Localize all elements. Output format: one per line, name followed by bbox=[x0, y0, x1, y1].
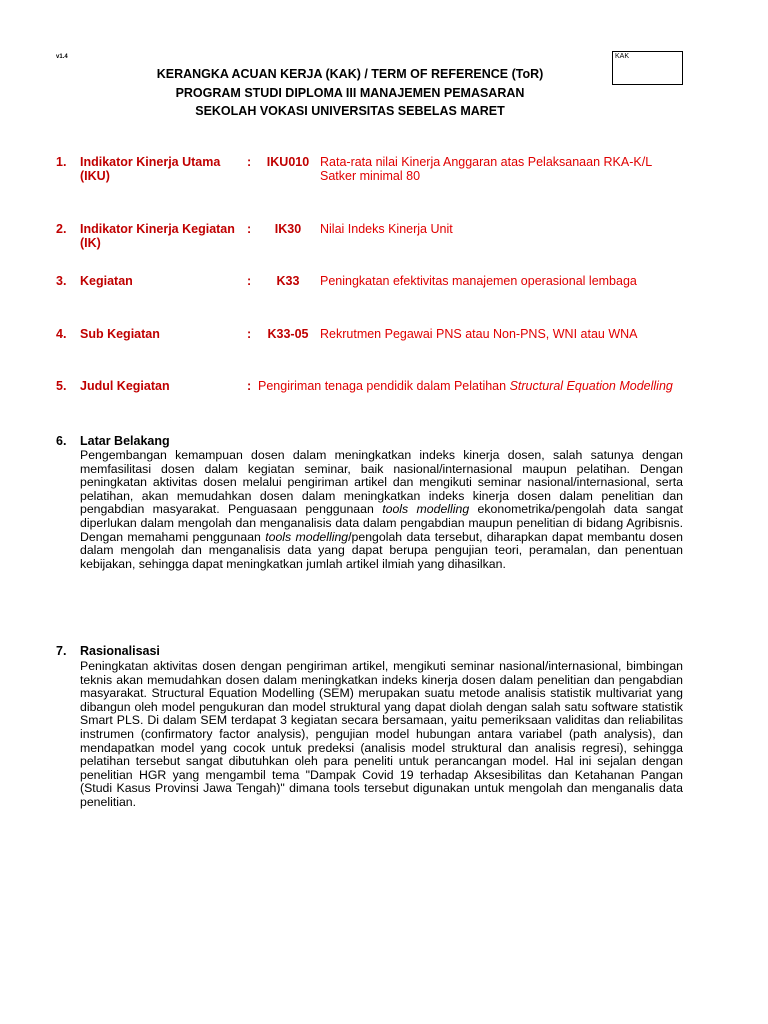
item-colon: : bbox=[247, 379, 252, 393]
item-code: IKU010 bbox=[266, 155, 310, 169]
item-number: 2. bbox=[56, 222, 67, 236]
item-iku bbox=[56, 155, 696, 185]
item-code: K33-05 bbox=[267, 327, 309, 341]
item-number: 1. bbox=[56, 155, 67, 169]
title-line-2: PROGRAM STUDI DIPLOMA III MANAJEMEN PEMASARAN bbox=[175, 86, 525, 100]
item-label: Indikator Kinerja Kegiatan (IK) bbox=[80, 222, 235, 250]
item-sub-kegiatan bbox=[56, 327, 696, 343]
item-kegiatan bbox=[56, 274, 696, 290]
item-label: Judul Kegiatan bbox=[80, 379, 170, 393]
body-text: ekonometrika/pengolah data sangat diperlukan dalam mengolah dan menganalisis data dalam pengabdian maupun penelitian di bidang Agribisnis. Dengan memahami penggunaan bbox=[80, 502, 683, 544]
item-colon: : bbox=[247, 327, 252, 341]
title-line-1: KERANGKA ACUAN KERJA (KAK) / TERM OF REFERENCE (ToR) bbox=[156, 67, 544, 81]
item-value: Nilai Indeks Kinerja Unit bbox=[320, 222, 453, 236]
kak-box-label: KAK bbox=[615, 53, 630, 60]
item-value-italic: Structural Equation Modelling bbox=[509, 379, 673, 393]
item-judul-kegiatan bbox=[56, 379, 696, 409]
item-colon: : bbox=[247, 155, 252, 169]
item-value: Rata-rata nilai Kinerja Anggaran atas Pelaksanaan RKA-K/L Satker minimal 80 bbox=[320, 155, 652, 183]
body-text: Pengembangan kemampuan dosen dalam meningkatkan indeks kinerja dosen, salah satunya dengan memfasilitasi dosen dalam kegiatan seminar, baik nasional/internasional maupun pelatihan. Dengan peningkatan aktivitas dosen melalui pengiriman artikel dan mengikuti seminar nasional/internasional, serta pelatihan, akan memudahkan dosen dalam meningkatkan indeks kinerja dosen dalam penelitian dan pengabdian masyarakat. Penguasaan penggunaan bbox=[80, 448, 683, 517]
version-label: v1.4 bbox=[56, 54, 68, 60]
item-colon: : bbox=[247, 222, 252, 236]
section-title-rasionalisasi: Rasionalisasi bbox=[80, 644, 160, 658]
item-number: 5. bbox=[56, 379, 67, 393]
item-label: Kegiatan bbox=[80, 274, 133, 288]
item-code: IK30 bbox=[274, 222, 302, 236]
section-body-latar-belakang bbox=[80, 449, 683, 571]
body-italic: tools modelling bbox=[265, 529, 349, 544]
item-value: Rekrutmen Pegawai PNS atau Non-PNS, WNI atau WNA bbox=[320, 327, 638, 341]
item-value: Peningkatan efektivitas manajemen operasional lembaga bbox=[320, 274, 637, 288]
section-body-rasionalisasi: Peningkatan aktivitas dosen dengan pengiriman artikel, mengikuti seminar nasional/internasional, bimbingan teknis akan memudahkan dosen dalam meningkatkan indeks kinerja dosen dalam penelitian dan pengabdian masyarakat. Structural Equation Modelling (SEM) merupakan suatu metode analisis statistik multivariat yang dibangun oleh model pengukuran dan model struktural yang dapat diolah dengan salah satu software statistik Smart PLS. Di dalam SEM terdapat 3 kegiatan secara bersamaan, yaitu pemeriksaan validitas dan reliabilitas instrumen (confirmatory factor analysis), pengujian model hubungan antara variabel (path analysis), dan mendapatkan model yang cocok untuk predeksi (analisis model struktural dan analisis regresi), sehingga pelatihan tersebut sangat dibutuhkan oleh para peneliti untuk perancangan model. Hal ini sejalan dengan penelitian HGR yang mengambil tema "Dampak Covid 19 terhadap Aksesibilitas dan Ketahanan Pangan (Studi Kasus Provinsi Jawa Tengah)" dimana tools tersebut digunakan untuk mengolah dan menganalis data penelitian. bbox=[80, 659, 683, 809]
item-label: Indikator Kinerja Utama (IKU) bbox=[80, 155, 221, 183]
section-title-latar-belakang: Latar Belakang bbox=[80, 434, 170, 448]
body-italic: tools modelling bbox=[382, 502, 470, 517]
section-number: 7. bbox=[56, 644, 67, 658]
item-ik bbox=[56, 222, 696, 252]
item-value-text: Pengiriman tenaga pendidik dalam Pelatihan bbox=[258, 379, 510, 393]
item-number: 3. bbox=[56, 274, 67, 288]
item-number: 4. bbox=[56, 327, 67, 341]
item-code: K33 bbox=[276, 274, 300, 288]
item-label: Sub Kegiatan bbox=[80, 327, 160, 341]
section-number: 6. bbox=[56, 434, 67, 448]
body-text: /pengolah data tersebut, diharapkan dapat membantu dosen dalam mengolah dan menganalisis data yang dapat berupa pengujian teori, peramalan, dan penentuan kebijakan, sehingga dapat meningkatkan jumlah artikel ilmiah yang dihasilkan. bbox=[80, 529, 683, 571]
title-line-3: SEKOLAH VOKASI UNIVERSITAS SEBELAS MARET bbox=[195, 104, 505, 118]
item-value bbox=[258, 379, 678, 393]
item-colon: : bbox=[247, 274, 252, 288]
